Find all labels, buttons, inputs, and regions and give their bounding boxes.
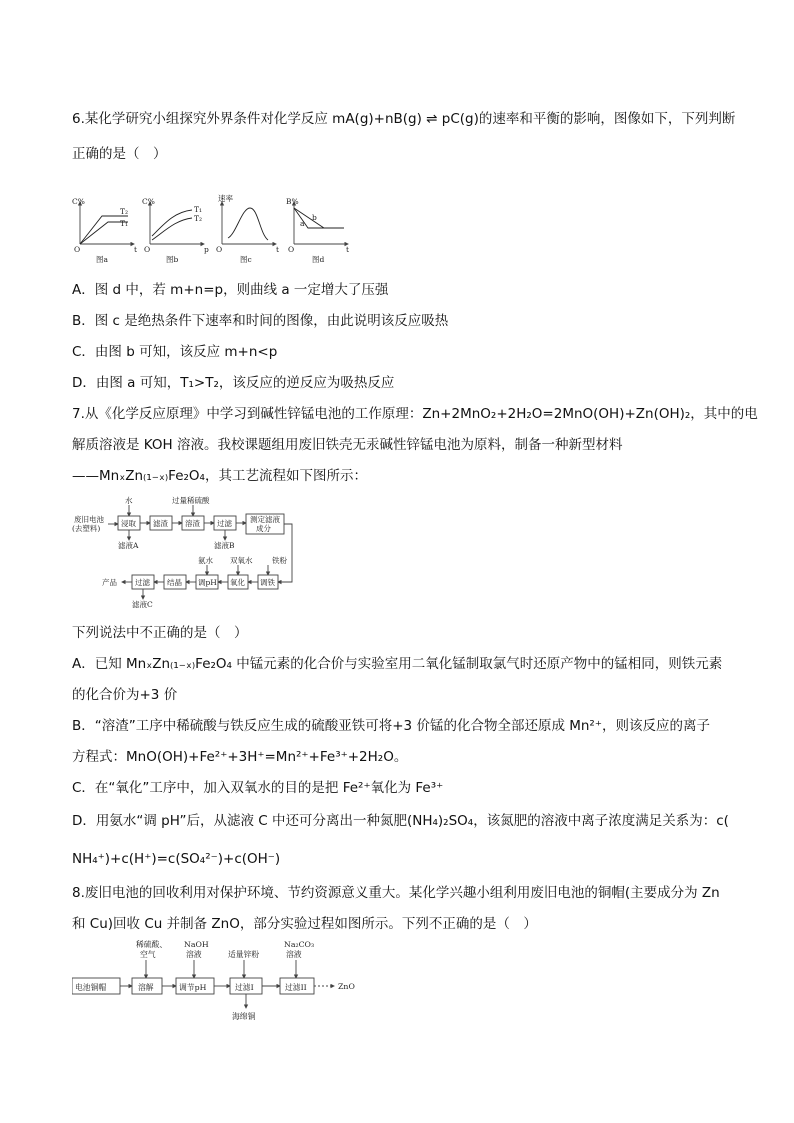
q7-flowchart bbox=[72, 496, 302, 614]
flow7-peroxide: 双氧水 bbox=[230, 556, 253, 565]
q7-option-a-line2: 的化合价为+3 价 bbox=[72, 687, 178, 703]
flow8-reagent4-line2: 溶液 bbox=[286, 950, 302, 959]
graph-c-caption: 图c bbox=[240, 255, 252, 264]
flow8-reagent3: 适量锌粉 bbox=[228, 950, 260, 959]
graph-d-curve-b: b bbox=[312, 213, 317, 222]
q6-option-d: D．由图 a 可知，T₁>T₂，该反应的逆反应为吸热反应 bbox=[72, 375, 395, 391]
graph-c-ylabel: 速率 bbox=[218, 194, 233, 203]
flow8-filter2: 过滤II bbox=[285, 983, 307, 992]
flow8-reagent2-line1: NaOH bbox=[184, 940, 209, 949]
q6-stem-line2: 正确的是（ ） bbox=[72, 146, 167, 162]
flow7-dissolve: 溶渣 bbox=[185, 519, 200, 528]
graph-d-caption: 图d bbox=[312, 255, 325, 264]
graph-c-origin: O bbox=[216, 245, 223, 254]
flow7-ph: 调pH bbox=[198, 578, 217, 587]
graph-a-xlabel: t bbox=[134, 245, 138, 254]
q8-stem-line2: 和 Cu)回收 Cu 并制备 ZnO，部分实验过程如图所示。下列不正确的是（ ） bbox=[72, 916, 537, 932]
flow7-adjfe: 调铁 bbox=[260, 578, 275, 587]
flow7-water: 水 bbox=[125, 496, 133, 505]
graph-b-origin: O bbox=[144, 245, 151, 254]
q7-option-c: C．在“氧化”工序中，加入双氧水的目的是把 Fe²⁺氧化为 Fe³⁺ bbox=[72, 780, 444, 796]
flow8-ph: 调节pH bbox=[179, 983, 207, 992]
flow8-output: ZnO bbox=[338, 982, 355, 991]
q6-option-a: A．图 d 中，若 m+n=p，则曲线 a 一定增大了压强 bbox=[72, 282, 389, 298]
flow7-source: 废旧电池 bbox=[74, 515, 104, 524]
flow8-filter1: 过滤I bbox=[235, 983, 254, 992]
flow7-filter2: 过滤 bbox=[135, 578, 150, 587]
graph-d-ylabel: B% bbox=[286, 197, 299, 206]
graph-d-xlabel: t bbox=[346, 245, 350, 254]
flow7-ammonia: 氨水 bbox=[198, 556, 213, 565]
flow7-measure-line2: 成分 bbox=[256, 524, 271, 533]
flow7-source-note: (去塑料) bbox=[72, 524, 101, 533]
q6-stem-line1: 6.某化学研究小组探究外界条件对化学反应 mA(g)+nB(g) ⇌ pC(g)的速率和平衡的影响，图像如下，下列判断 bbox=[72, 111, 736, 127]
flow8-dissolve: 溶解 bbox=[138, 983, 154, 992]
flow7-filtrate-a: 滤液A bbox=[118, 541, 139, 550]
graph-a-origin: O bbox=[74, 245, 81, 254]
flow7-filter: 过滤 bbox=[217, 519, 232, 528]
flow7-filtrate-b: 滤液B bbox=[214, 541, 235, 550]
q7-option-d-line2: NH₄⁺)+c(H⁺)=c(SO₄²⁻)+c(OH⁻) bbox=[72, 851, 281, 867]
q7-stem-line2: 解质溶液是 KOH 溶液。我校课题组用废旧铁壳无汞碱性锌锰电池为原料，制备一种新型材料 bbox=[72, 437, 623, 453]
flow8-reagent1-line2: 空气 bbox=[140, 950, 156, 959]
q6-graphs bbox=[72, 194, 352, 266]
graph-b-curve2: T₂ bbox=[194, 214, 203, 223]
flow7-residue: 滤渣 bbox=[153, 519, 168, 528]
flow7-leach: 浸取 bbox=[121, 519, 136, 528]
graph-c bbox=[216, 194, 279, 264]
q7-option-d-line1: D．用氨水“调 pH”后，从滤液 C 中还可分离出一种氮肥(NH₄)₂SO₄，该氮肥的溶液中离子浓度满足关系为：c( bbox=[72, 813, 729, 829]
q7-option-a-line1: A．已知 MnₓZn₍₁₋ₓ₎Fe₂O₄ 中锰元素的化合价与实验室用二氧化锰制取氯气时还原产物中的锰相同，则铁元素 bbox=[72, 656, 723, 672]
flow8-sponge-copper: 海绵铜 bbox=[232, 1012, 256, 1021]
graph-b-curve1: T₁ bbox=[194, 205, 203, 214]
graph-a-caption: 图a bbox=[96, 255, 108, 264]
graph-d-curve-a: a bbox=[300, 219, 305, 228]
graph-a-curve2: T₁ bbox=[120, 219, 129, 228]
graph-b-xlabel: p bbox=[204, 245, 209, 254]
flow8-reagent1-line1: 稀硫酸、 bbox=[136, 940, 168, 949]
graph-b bbox=[142, 197, 209, 264]
flow7-product: 产品 bbox=[102, 578, 117, 587]
q6-option-b: B．图 c 是绝热条件下速率和时间的图像，由此说明该反应吸热 bbox=[72, 313, 449, 329]
q7-question: 下列说法中不正确的是（ ） bbox=[72, 625, 248, 641]
graph-b-caption: 图b bbox=[166, 255, 179, 264]
q8-stem-line1: 8.废旧电池的回收利用对保护环境、节约资源意义重大。某化学兴趣小组利用废旧电池的铜帽(主要成分为 Zn bbox=[72, 885, 720, 901]
q7-option-b-line1: B．“溶渣”工序中稀硫酸与铁反应生成的硫酸亚铁可将+3 价锰的化合物全部还原成 Mn²⁺，则该反应的离子 bbox=[72, 718, 710, 734]
q7-stem-line1: 7.从《化学反应原理》中学习到碱性锌锰电池的工作原理：Zn+2MnO₂+2H₂O=2MnO(OH)+Zn(OH)₂，其中的电 bbox=[72, 406, 758, 422]
q7-stem-line3: ——MnₓZn₍₁₋ₓ₎Fe₂O₄，其工艺流程如下图所示： bbox=[72, 468, 367, 484]
flow7-iron: 铁粉 bbox=[272, 556, 287, 565]
q8-flowchart bbox=[72, 940, 372, 1024]
flow8-start: 电池铜帽 bbox=[75, 983, 107, 992]
flow7-measure-line1: 测定滤液 bbox=[250, 515, 280, 524]
graph-c-xlabel: t bbox=[276, 245, 280, 254]
q7-option-b-line2: 方程式：MnO(OH)+Fe²⁺+3H⁺=Mn²⁺+Fe³⁺+2H₂O。 bbox=[72, 749, 408, 765]
flow8-reagent4-line1: Na₂CO₃ bbox=[284, 940, 315, 949]
flow7-filtrate-c: 滤液C bbox=[132, 600, 153, 609]
graph-a-ylabel: C% bbox=[72, 197, 85, 206]
graph-d-origin: O bbox=[288, 245, 295, 254]
q6-option-c: C．由图 b 可知，该反应 m+n<p bbox=[72, 344, 278, 360]
graph-b-ylabel: C% bbox=[142, 197, 155, 206]
graph-d bbox=[286, 197, 349, 264]
flow8-reagent2-line2: 溶液 bbox=[186, 950, 202, 959]
flow7-crystal: 结晶 bbox=[167, 578, 182, 587]
graph-a-curve1: T₂ bbox=[120, 207, 129, 216]
flow7-acid: 过量稀硫酸 bbox=[172, 496, 210, 505]
flow7-oxidize: 氧化 bbox=[230, 578, 245, 587]
graph-a bbox=[72, 197, 137, 264]
